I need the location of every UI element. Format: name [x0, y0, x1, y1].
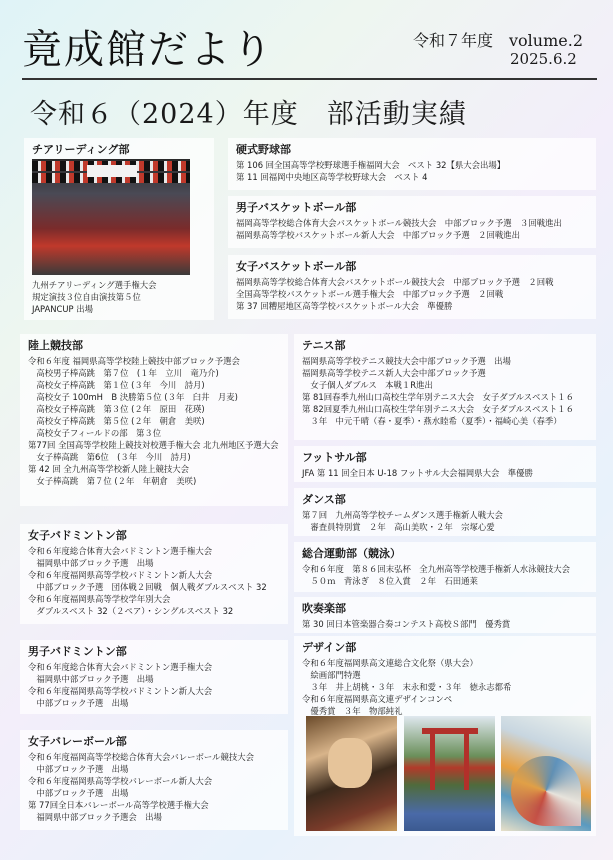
result-line: 福岡高等学校総合体育大会バスケットボール競技大会 中部ブロック予選 ３回戦進出: [236, 218, 562, 228]
result-line: 第７回 九州高等学校チームダンス選手権新人戦大会: [302, 510, 503, 520]
section-title: 男子バドミントン部: [28, 645, 127, 658]
artwork-portrait-image: [306, 716, 397, 831]
page-subtitle: 令和６（2024）年度 部活動実績: [30, 99, 467, 130]
result-line: 高校女子棒高跳 第５位 (２年 朝倉 美咲): [28, 416, 205, 426]
newsletter-title: 竟成館だより: [22, 27, 274, 73]
section-cheerleading: [24, 138, 214, 320]
result-line: 令和６年度福岡県高等学校バレーボール新人大会: [28, 776, 213, 786]
result-line: 令和６年度 第８６回末弘杯 全九州高等学校選手権新人水泳競技大会: [302, 564, 570, 574]
result-line: 中部ブロック予選 団体戦２回戦 個人戦ダブルスベスト 32: [28, 582, 267, 592]
issue-date: 2025.6.2: [510, 50, 577, 68]
result-line: 第77回 全国高等学校陸上競技対校選手権大会 北九州地区予選大会: [28, 440, 279, 450]
result-line: 令和６年度福岡県高等学校学年別大会: [28, 594, 171, 604]
issue-label: 令和７年度 volume.2: [413, 31, 584, 50]
result-line: 高校女子 100mH B 決勝第５位 (３年 臼井 月麦): [28, 392, 238, 402]
result-line: JAPANCUP 出場: [32, 304, 93, 314]
result-line: 規定演技３位自由演技第５位: [32, 292, 141, 302]
section-boys-basketball: [228, 196, 596, 248]
section-title: 硬式野球部: [236, 143, 291, 156]
section-brass-band: [294, 597, 596, 633]
result-line: JFA 第 11 回全日本 U-18 フットサル大会福岡県大会 準優勝: [302, 468, 533, 478]
section-title: 男子バスケットボール部: [236, 201, 357, 214]
result-line: 全国高等学校バスケットボール選手権大会 中部ブロック予選 ２回戦: [236, 289, 504, 299]
result-line: 高校女子フィールドの部 第３位: [28, 428, 162, 438]
result-line: 中部ブロック予選 出場: [28, 698, 129, 708]
result-line: ５０ｍ 背泳ぎ ８位入賞 ２年 石田通莱: [302, 576, 478, 586]
result-line: ３年 井上胡桃・３年 末永和愛・３年 徳永志都希: [302, 682, 512, 692]
result-line: 第 37 回糟屋地区高等学校バスケットボール大会 準優勝: [236, 301, 453, 311]
section-title: 女子バドミントン部: [28, 529, 127, 542]
result-line: 第 106 回全国高等学校野球選手権福岡大会 ベスト 32【県大会出場】: [236, 160, 506, 170]
result-line: 福岡県高等学校バスケットボール新人大会 中部ブロック予選 ２回戦進出: [236, 230, 520, 240]
title-rule: [22, 78, 597, 80]
section-girls-volleyball: [20, 730, 288, 830]
result-line: 女子棒高跳 第6位 (３年 今川 詩月): [28, 452, 191, 462]
result-line: 福岡県高等学校テニス新人大会中部ブロック予選: [302, 368, 486, 378]
result-line: 女子個人ダブルス 本戦１R進出: [302, 380, 433, 390]
result-line: ３年 中元千晴（春・夏季）・燕水睦希（夏季）・福崎心美（春季）: [302, 416, 562, 426]
section-tennis: [294, 334, 596, 440]
result-line: 令和６年度福岡高等学校総合体育大会バレーボール競技大会: [28, 752, 254, 762]
section-title: 総合運動部（競泳）: [302, 547, 401, 560]
section-title: ダンス部: [302, 493, 346, 506]
section-title: フットサル部: [302, 451, 367, 464]
result-line: 令和６年度福岡県高等学校バドミントン新人大会: [28, 686, 213, 696]
section-title: 女子バレーボール部: [28, 735, 127, 748]
artwork-torii-gate-image: [404, 716, 495, 831]
result-line: 高校男子棒高跳 第７位 (１年 立川 竜乃介): [28, 368, 219, 378]
result-line: 中部ブロック予選 出場: [28, 788, 129, 798]
section-futsal: [294, 446, 596, 482]
result-line: 第 42 回 全九州高等学校新人陸上競技大会: [28, 464, 190, 474]
result-line: 第 81回春季九州山口高校生学年別テニス大会 女子ダブルスベスト１６: [302, 392, 575, 402]
section-boys-badminton: [20, 640, 288, 714]
result-line: 中部ブロック予選 出場: [28, 764, 129, 774]
artwork-abstract-image: [501, 716, 591, 831]
result-line: 第 11 回福岡中央地区高等学校野球大会 ベスト 4: [236, 172, 428, 182]
masthead: [0, 0, 613, 90]
result-line: ダブルスベスト 32（２ペア）・シングルスベスト 32: [28, 606, 234, 616]
result-line: 令和６年度福岡県高文連デザインコンペ: [302, 694, 453, 704]
result-line: 絵画部門特選: [302, 670, 361, 680]
result-line: 第 82回夏季九州山口高校生学年別テニス大会 女子ダブルスベスト１６: [302, 404, 575, 414]
result-line: 令和６年度 福岡県高等学校陸上競技中部ブロック予選会: [28, 356, 240, 366]
section-girls-badminton: [20, 524, 288, 624]
result-line: 令和６年度総合体育大会バドミントン選手権大会: [28, 662, 213, 672]
section-girls-basketball: [228, 255, 596, 319]
section-track-and-field: [20, 334, 288, 506]
result-line: 福岡県高等学校総合体育大会バスケットボール競技大会 中部ブロック予選 ２回戦: [236, 277, 554, 287]
result-line: 福岡県中部ブロック予選 出場: [28, 674, 154, 684]
result-line: 令和６年度福岡県高文連総合文化祭（県大会）: [302, 658, 478, 668]
section-title: テニス部: [302, 339, 346, 352]
cheerleading-team-photo: [32, 159, 190, 275]
result-line: 九州チアリーディング選手権大会: [32, 280, 157, 290]
result-line: 福岡県中部ブロック予選 出場: [28, 558, 154, 568]
result-line: 優秀賞 ３年 物部純礼: [302, 706, 403, 716]
result-line: 福岡県高等学校テニス競技大会中部ブロック予選 出場: [302, 356, 511, 366]
result-line: 第 30 回日本管楽器合奏コンテスト高校Ｓ部門 優秀賞: [302, 619, 511, 629]
result-line: 令和６年度総合体育大会バドミントン選手権大会: [28, 546, 213, 556]
result-line: 高校女子棒高跳 第３位 (２年 原田 花瑛): [28, 404, 205, 414]
result-line: 高校女子棒高跳 第１位 (３年 今川 詩月): [28, 380, 205, 390]
section-title: 女子バスケットボール部: [236, 260, 357, 273]
section-title: チアリーディング部: [32, 143, 130, 156]
result-line: 第 77回全日本バレーボール高等学校選手権大会: [28, 800, 209, 810]
section-swimming: [294, 542, 596, 592]
section-title: デザイン部: [302, 641, 357, 654]
result-line: 審査員特別賞 ２年 高山美吹・２年 宗塚心愛: [302, 522, 495, 532]
section-title: 陸上競技部: [28, 339, 83, 352]
section-baseball: [228, 138, 596, 190]
result-line: 女子棒高跳 第７位 (２年 年朝倉 美咲): [28, 476, 197, 486]
result-line: 令和６年度福岡県高等学校バドミントン新人大会: [28, 570, 213, 580]
section-dance: [294, 488, 596, 536]
section-title: 吹奏楽部: [302, 602, 346, 615]
result-line: 福岡県中部ブロック予選会 出場: [28, 812, 162, 822]
